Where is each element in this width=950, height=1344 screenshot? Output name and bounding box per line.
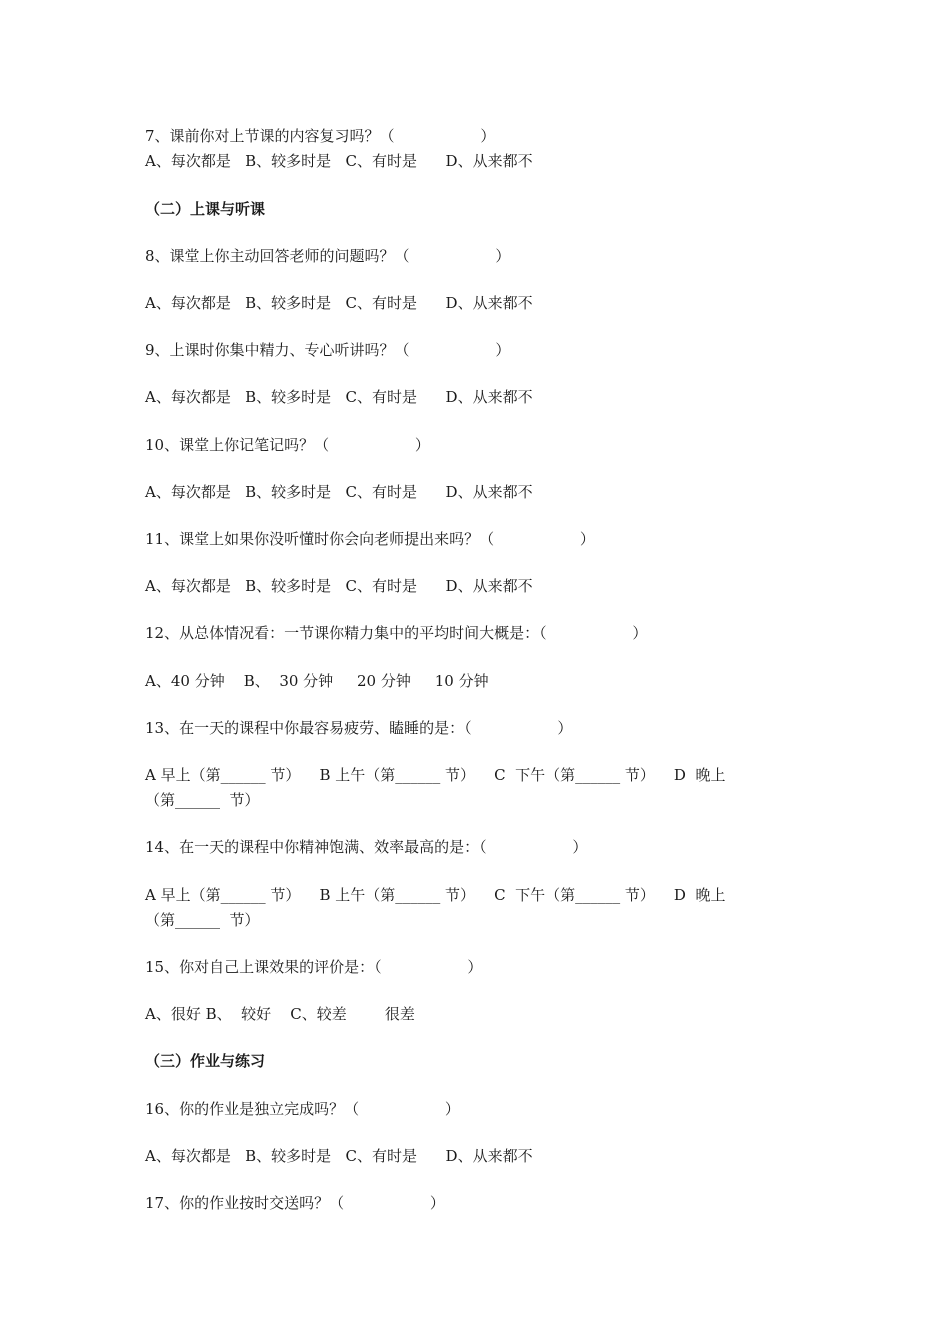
- question-10: 10、课堂上你记笔记吗？（ ）: [145, 436, 430, 454]
- question-9-options: A、每次都是 B、较多时是 C、有时是 D、从来都不: [145, 388, 533, 406]
- question-10-options: A、每次都是 B、较多时是 C、有时是 D、从来都不: [145, 483, 533, 501]
- question-15: 15、你对自己上课效果的评价是：（ ）: [145, 958, 483, 976]
- question-12-options: A、40 分钟 B、 30 分钟 20 分钟 10 分钟: [145, 672, 489, 690]
- question-16: 16、你的作业是独立完成吗？（ ）: [145, 1100, 460, 1118]
- question-7-options: A、每次都是 B、较多时是 C、有时是 D、从来都不: [145, 152, 533, 170]
- question-14-options: A 早上（第______ 节） B 上午（第______ 节） C 下午（第______ 节） D 晚上: [145, 886, 726, 904]
- question-13-options-cont: （第______ 节）: [145, 791, 260, 809]
- question-16-options: A、每次都是 B、较多时是 C、有时是 D、从来都不: [145, 1147, 533, 1165]
- question-11: 11、课堂上如果你没听懂时你会向老师提出来吗？（ ）: [145, 530, 595, 548]
- section-heading-3: （三）作业与练习: [145, 1052, 266, 1070]
- question-9: 9、上课时你集中精力、专心听讲吗？（ ）: [145, 341, 511, 359]
- question-7: 7、课前你对上节课的内容复习吗？（ ）: [145, 127, 496, 145]
- question-14-options-cont: （第______ 节）: [145, 911, 260, 929]
- question-15-options: A、很好 B、 较好 C、较差 很差: [145, 1005, 415, 1023]
- question-13: 13、在一天的课程中你最容易疲劳、瞌睡的是：（ ）: [145, 719, 573, 737]
- question-11-options: A、每次都是 B、较多时是 C、有时是 D、从来都不: [145, 577, 533, 595]
- section-heading-2: （二）上课与听课: [145, 200, 266, 218]
- question-14: 14、在一天的课程中你精神饱满、效率最高的是：（ ）: [145, 838, 588, 856]
- question-13-options: A 早上（第______ 节） B 上午（第______ 节） C 下午（第______ 节） D 晚上: [145, 766, 726, 784]
- question-17: 17、你的作业按时交送吗？（ ）: [145, 1194, 445, 1212]
- question-12: 12、从总体情况看：一节课你精力集中的平均时间大概是：（ ）: [145, 624, 648, 642]
- question-8: 8、课堂上你主动回答老师的问题吗？（ ）: [145, 247, 511, 265]
- question-8-options: A、每次都是 B、较多时是 C、有时是 D、从来都不: [145, 294, 533, 312]
